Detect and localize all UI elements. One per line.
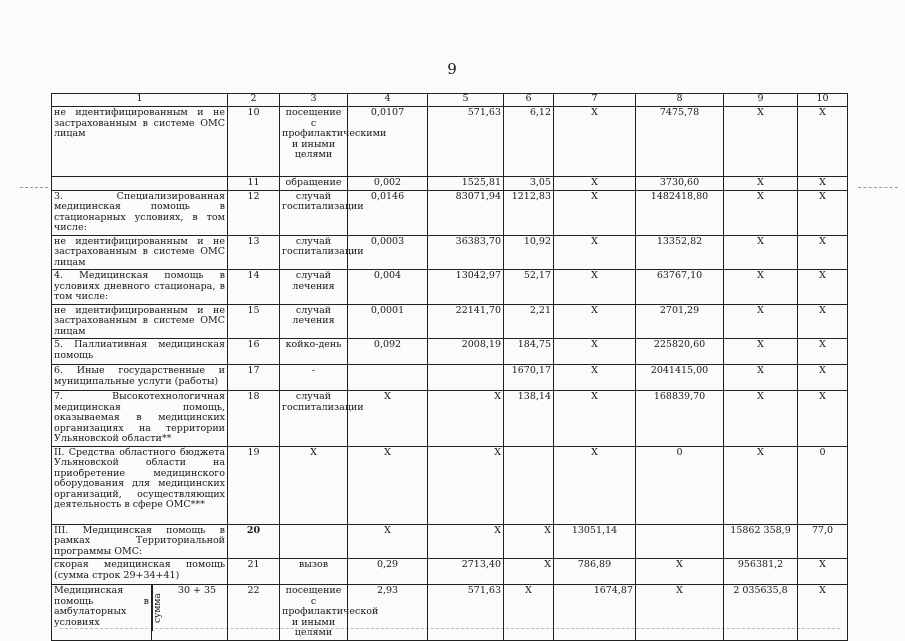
table-row <box>52 190 848 235</box>
row-value: 0,0003 <box>348 235 428 270</box>
row-value <box>636 524 724 559</box>
row-value: 956381,2 <box>724 559 798 585</box>
row-value: 3730,60 <box>636 177 724 191</box>
row-value: 2008,19 <box>428 339 504 365</box>
row-name: 3. Специализированная медицинская помощь в стационарных условиях, в том числе: <box>52 190 228 235</box>
scan-artifact-line <box>20 187 48 188</box>
row-value: X <box>724 391 798 447</box>
row-number: 22 <box>228 585 280 641</box>
row-value: 2713,40 <box>428 559 504 585</box>
row-value: X <box>724 304 798 339</box>
row-value: 168839,70 <box>636 391 724 447</box>
row-unit: посещение с профилактической и иными целями <box>280 585 348 641</box>
table-row <box>52 446 848 524</box>
row-value: X <box>554 270 636 305</box>
row-value: 83071,94 <box>428 190 504 235</box>
table-row <box>52 107 848 177</box>
row-value: X <box>428 446 504 524</box>
row-value: 2,21 <box>504 304 554 339</box>
scan-artifact-line <box>858 187 898 188</box>
row-unit: случай лечения <box>280 270 348 305</box>
header-cell: 3 <box>280 94 348 107</box>
row-value: 63767,10 <box>636 270 724 305</box>
row-value: X <box>798 270 848 305</box>
row-value: X <box>798 585 848 641</box>
row-value: 1674,87 <box>554 585 636 641</box>
header-cell: 1 <box>52 94 228 107</box>
row-sum-label: сумма <box>152 585 167 631</box>
table-row <box>52 391 848 447</box>
row-value: X <box>554 446 636 524</box>
row-name: 6. Иные государственные и муниципальные услуги (работы) <box>52 365 228 391</box>
row-value: 1670,17 <box>504 365 554 391</box>
row-value: X <box>554 339 636 365</box>
table-row <box>52 524 848 559</box>
row-value: X <box>724 177 798 191</box>
row-number: 20 <box>228 524 280 559</box>
row-value: X <box>724 235 798 270</box>
header-cell: 5 <box>428 94 504 107</box>
row-value: 184,75 <box>504 339 554 365</box>
row-name: III. Медицинская помощь в рамках Территориальной программы ОМС: <box>52 524 228 559</box>
row-value: X <box>724 190 798 235</box>
table-body <box>52 107 848 585</box>
header-cell: 8 <box>636 94 724 107</box>
row-value: X <box>798 559 848 585</box>
row-value: 7475,78 <box>636 107 724 177</box>
row-unit: случай госпитализации <box>280 235 348 270</box>
row-number: 18 <box>228 391 280 447</box>
header-row <box>52 94 848 107</box>
row-number: 19 <box>228 446 280 524</box>
row-value: 0 <box>636 446 724 524</box>
row-value: 77,0 <box>798 524 848 559</box>
row-value: X <box>428 391 504 447</box>
row-number: 21 <box>228 559 280 585</box>
table-row <box>52 304 848 339</box>
row-value: 36383,70 <box>428 235 504 270</box>
row-value: X <box>724 446 798 524</box>
table-row <box>52 177 848 191</box>
table-row <box>52 585 848 641</box>
row-value: 571,63 <box>428 585 504 641</box>
row-value: X <box>798 107 848 177</box>
row-value: X <box>554 107 636 177</box>
row-number: 10 <box>228 107 280 177</box>
row-value: X <box>724 270 798 305</box>
header-cell: 4 <box>348 94 428 107</box>
row-value: 15862 358,9 <box>724 524 798 559</box>
table-row <box>52 235 848 270</box>
row-value: X <box>798 235 848 270</box>
row-value: 1482418,80 <box>636 190 724 235</box>
table-row <box>52 339 848 365</box>
row-value: X <box>798 391 848 447</box>
page-number: 9 <box>447 60 457 78</box>
row-name <box>52 177 228 191</box>
table-row <box>52 559 848 585</box>
row-unit: случай госпитализации <box>280 190 348 235</box>
row-value: 0,002 <box>348 177 428 191</box>
row-formula: 30 + 35 <box>177 585 217 596</box>
row-number: 11 <box>228 177 280 191</box>
row-unit: случай госпитализации <box>280 391 348 447</box>
row-value: 0,29 <box>348 559 428 585</box>
row-value: 52,17 <box>504 270 554 305</box>
row-value: 0 <box>798 446 848 524</box>
row-value <box>504 446 554 524</box>
row-value: 6,12 <box>504 107 554 177</box>
row-value: X <box>504 559 554 585</box>
row-value: X <box>724 339 798 365</box>
row-value: 786,89 <box>554 559 636 585</box>
row-value: 2,93 <box>348 585 428 641</box>
row-value <box>348 365 428 391</box>
row-value: 0,004 <box>348 270 428 305</box>
table-row <box>52 270 848 305</box>
row-name: 7. Высокотехнологичная медицинская помощь, оказываемая в медицинских организациях на территории Ульяновской области** <box>52 391 228 447</box>
row-unit: обращение <box>280 177 348 191</box>
row-value: 571,63 <box>428 107 504 177</box>
row-value: X <box>348 446 428 524</box>
row-value: 13051,14 <box>554 524 636 559</box>
row-value: 225820,60 <box>636 339 724 365</box>
row-value: X <box>554 304 636 339</box>
row-value: 0,0146 <box>348 190 428 235</box>
row-value: X <box>554 235 636 270</box>
row-name: 5. Паллиативная медицинская помощь <box>52 339 228 365</box>
table-row <box>52 365 848 391</box>
row-value: 3,05 <box>504 177 554 191</box>
row-value: 2701,29 <box>636 304 724 339</box>
row-name: не идентифицированным и не застрахованным в системе ОМС лицам <box>52 107 228 177</box>
row-number: 15 <box>228 304 280 339</box>
row-value: X <box>504 524 554 559</box>
row-value: 1212,83 <box>504 190 554 235</box>
row-number: 12 <box>228 190 280 235</box>
row-unit: - <box>280 365 348 391</box>
row-number: 17 <box>228 365 280 391</box>
row-value: X <box>636 585 724 641</box>
row-value: 0,0001 <box>348 304 428 339</box>
row-value: X <box>554 391 636 447</box>
row-number: 14 <box>228 270 280 305</box>
row-value <box>428 365 504 391</box>
row-value: X <box>554 177 636 191</box>
row-unit: X <box>280 446 348 524</box>
row-name: не идентифицированным и не застрахованным в системе ОМС лицам <box>52 304 228 339</box>
header-cell: 9 <box>724 94 798 107</box>
row-value: X <box>798 339 848 365</box>
row-unit: вызов <box>280 559 348 585</box>
row-name: скорая медицинская помощь (сумма строк 29+34+41) <box>52 559 228 585</box>
row-value: X <box>554 365 636 391</box>
row-unit <box>280 524 348 559</box>
header-cell: 7 <box>554 94 636 107</box>
row-name: не идентифицированным и не застрахованным в системе ОМС лицам <box>52 235 228 270</box>
data-table <box>51 93 848 641</box>
row-name: 4. Медицинская помощь в условиях дневного стационара, в том числе: <box>52 270 228 305</box>
row-value: 1525,81 <box>428 177 504 191</box>
row-value: X <box>504 585 554 641</box>
row-value: X <box>348 391 428 447</box>
row-value: X <box>428 524 504 559</box>
row-value: 13352,82 <box>636 235 724 270</box>
row-value: X <box>798 304 848 339</box>
row-unit: случай лечения <box>280 304 348 339</box>
row-name: II. Средства областного бюджета Ульяновской области на приобретение медицинского оборудования для медицинских организаций, осуществляющих деятельность в сфере ОМС*** <box>52 446 228 524</box>
row-value: X <box>798 177 848 191</box>
row-value: X <box>636 559 724 585</box>
row-value: 2041415,00 <box>636 365 724 391</box>
row-number: 16 <box>228 339 280 365</box>
row-value: 2 035635,8 <box>724 585 798 641</box>
row-value: 10,92 <box>504 235 554 270</box>
row-value: 0,0107 <box>348 107 428 177</box>
row-unit: посещение с профилактическими и иными целями <box>280 107 348 177</box>
row-value: 138,14 <box>504 391 554 447</box>
row-value: X <box>798 365 848 391</box>
row-value: 13042,97 <box>428 270 504 305</box>
row-value: X <box>724 365 798 391</box>
header-cell: 2 <box>228 94 280 107</box>
header-cell: 10 <box>798 94 848 107</box>
row-value: X <box>724 107 798 177</box>
row-value: X <box>554 190 636 235</box>
row-name: Медицинская помощь в амбулаторных условиях <box>52 585 152 641</box>
header-cell: 6 <box>504 94 554 107</box>
row-number: 13 <box>228 235 280 270</box>
row-value: X <box>798 190 848 235</box>
row-value: X <box>348 524 428 559</box>
row-unit: койко-день <box>280 339 348 365</box>
row-value: 22141,70 <box>428 304 504 339</box>
row-value: 0,092 <box>348 339 428 365</box>
